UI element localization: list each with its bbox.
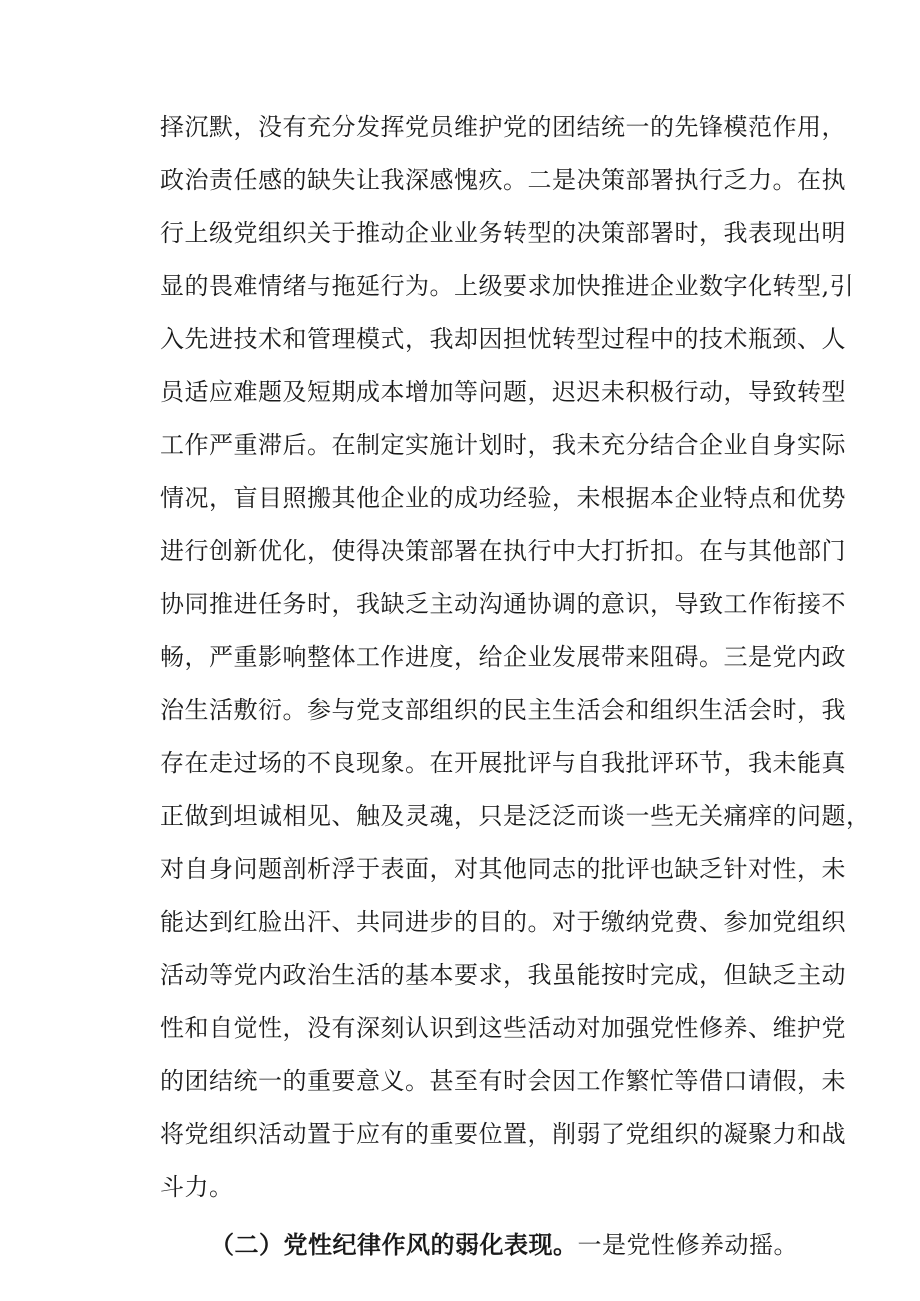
paragraph-line: 能达到红脸出汗、共同进步的目的。对于缴纳党费、参加党组织	[160, 908, 846, 936]
paragraph-line: 将党组织活动置于应有的重要位置，削弱了党组织的凝聚力和战	[160, 1120, 846, 1148]
section-heading-title: （二）党性纪律作风的弱化表现。	[210, 1231, 578, 1259]
paragraph-line: 性和自觉性，没有深刻认识到这些活动对加强党性修养、维护党	[160, 1014, 846, 1042]
section-heading	[210, 1228, 798, 1262]
paragraph-line: 存在走过场的不良现象。在开展批评与自我批评环节，我未能真	[160, 749, 846, 777]
paragraph-line: 活动等党内政治生活的基本要求，我虽能按时完成，但缺乏主动	[160, 961, 846, 989]
paragraph-line: 正做到坦诚相见、触及灵魂，只是泛泛而谈一些无关痛痒的问题，	[160, 802, 871, 830]
paragraph-line: 员适应难题及短期成本增加等问题，迟迟未积极行动，导致转型	[160, 378, 846, 406]
paragraph-line: 协同推进任务时，我缺乏主动沟通协调的意识，导致工作衔接不	[160, 590, 846, 618]
paragraph-line: 畅，严重影响整体工作进度，给企业发展带来阻碍。三是党内政	[160, 643, 846, 671]
paragraph-line: 显的畏难情绪与拖延行为。上级要求加快推进企业数字化转型,引	[160, 272, 855, 300]
section-heading-lead-text: 一是党性修养动摇。	[577, 1231, 798, 1259]
paragraph-line: 入先进技术和管理模式，我却因担忧转型过程中的技术瓶颈、人	[160, 325, 846, 353]
paragraph-line: 择沉默，没有充分发挥党员维护党的团结统一的先锋模范作用，	[160, 113, 846, 141]
paragraph-line: 的团结统一的重要意义。甚至有时会因工作繁忙等借口请假，未	[160, 1067, 846, 1095]
paragraph-line: 治生活敷衍。参与党支部组织的民主生活会和组织生活会时，我	[160, 696, 846, 724]
paragraph-line: 工作严重滞后。在制定实施计划时，我未充分结合企业自身实际	[160, 431, 846, 459]
paragraph-line: 政治责任感的缺失让我深感愧疚。二是决策部署执行乏力。在执	[160, 166, 846, 194]
paragraph-line: 斗力。	[160, 1173, 234, 1201]
paragraph-line: 对自身问题剖析浮于表面，对其他同志的批评也缺乏针对性，未	[160, 855, 846, 883]
paragraph-line: 情况，盲目照搬其他企业的成功经验，未根据本企业特点和优势	[160, 484, 846, 512]
paragraph-line: 进行创新优化，使得决策部署在执行中大打折扣。在与其他部门	[160, 537, 846, 565]
paragraph-line: 行上级党组织关于推动企业业务转型的决策部署时，我表现出明	[160, 219, 846, 247]
